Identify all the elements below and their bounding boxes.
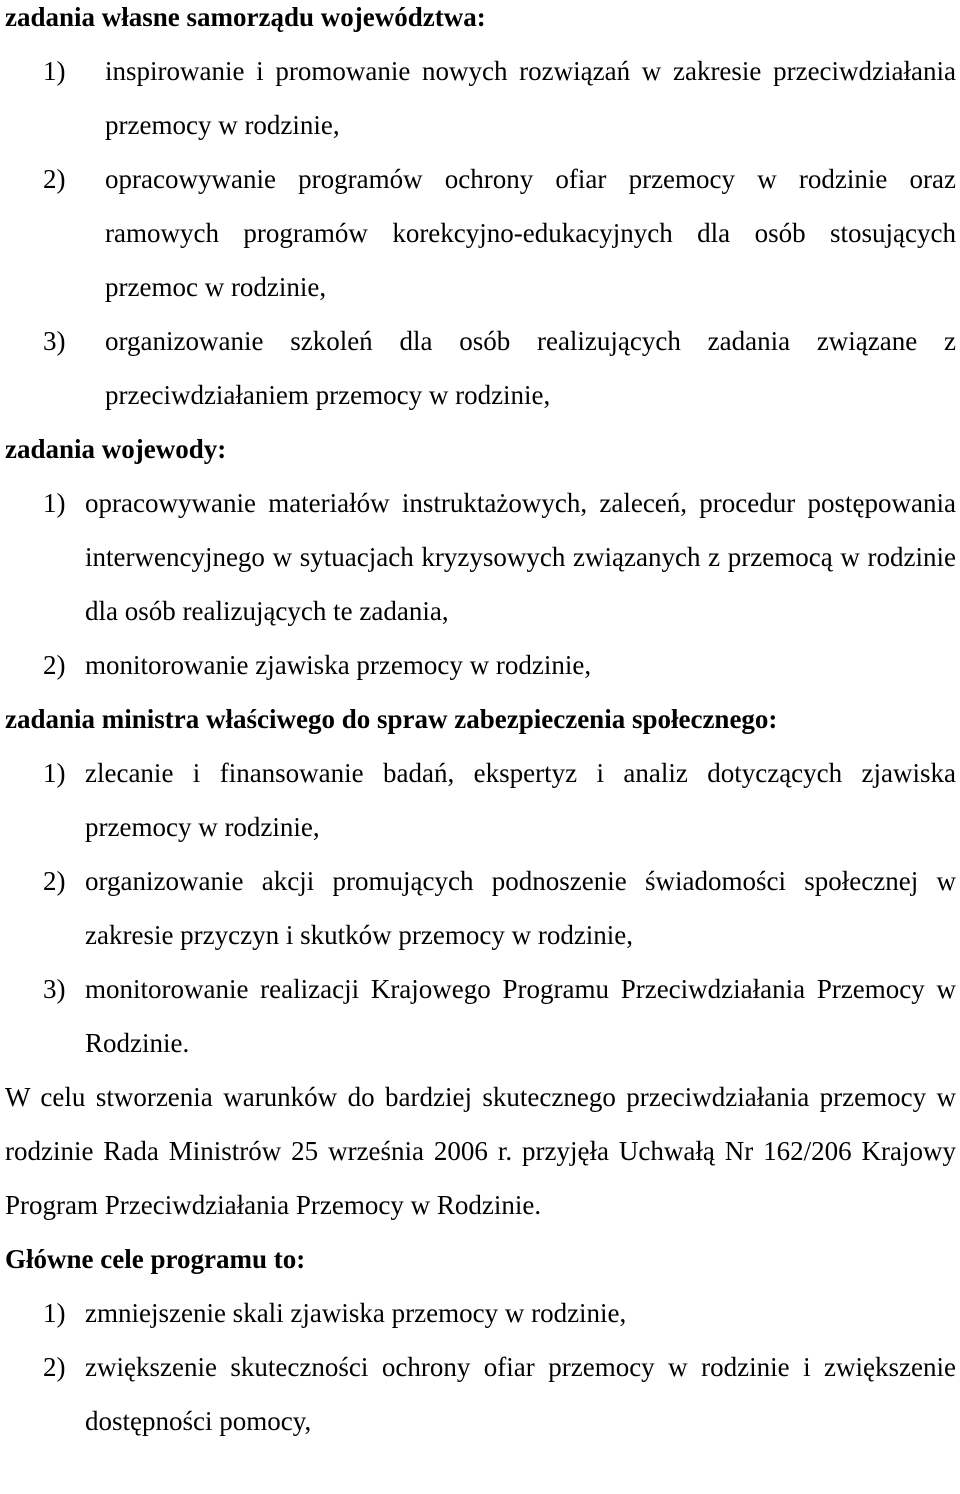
governor-task-list bbox=[5, 476, 956, 692]
item-text: organizowanie szkoleń dla osób realizujących zadania związane z przeciwdziałaniem przemocy w rodzinie, bbox=[105, 326, 956, 410]
list-item bbox=[5, 1340, 956, 1448]
item-number: 1) bbox=[43, 1298, 66, 1328]
list-item bbox=[5, 1286, 956, 1340]
section-heading-governor: zadania wojewody: bbox=[5, 434, 227, 464]
item-number: 2) bbox=[43, 650, 66, 680]
item-number: 1) bbox=[43, 758, 66, 788]
item-number: 3) bbox=[43, 974, 66, 1004]
voivodeship-task-list bbox=[5, 44, 956, 422]
goals-heading: Główne cele programu to: bbox=[5, 1244, 306, 1274]
list-item bbox=[5, 476, 956, 638]
list-item bbox=[5, 746, 956, 854]
section-heading-voivodeship: zadania własne samorządu województwa: bbox=[5, 2, 486, 32]
item-number: 1) bbox=[43, 488, 66, 518]
list-item bbox=[5, 854, 956, 962]
list-item bbox=[5, 44, 956, 152]
item-number: 2) bbox=[43, 164, 66, 194]
item-text: zwiększenie skuteczności ochrony ofiar przemocy w rodzinie i zwiększenie dostępności pomocy, bbox=[85, 1352, 956, 1436]
item-text: inspirowanie i promowanie nowych rozwiązań w zakresie przeciwdziałania przemocy w rodzinie, bbox=[105, 56, 956, 140]
item-number: 3) bbox=[43, 326, 66, 356]
list-item bbox=[5, 962, 956, 1070]
minister-task-list bbox=[5, 746, 956, 1070]
list-item bbox=[5, 152, 956, 314]
goals-list bbox=[5, 1286, 956, 1448]
item-text: zlecanie i finansowanie badań, ekspertyz i analiz dotyczących zjawiska przemocy w rodzinie, bbox=[85, 758, 956, 842]
list-item bbox=[5, 638, 956, 692]
item-text: opracowywanie materiałów instruktażowych, zaleceń, procedur postępowania interwencyjnego w sytuacjach kryzysowych związanych z przemocą w rodzinie dla osób realizujących te zadania, bbox=[85, 488, 956, 626]
item-number: 2) bbox=[43, 1352, 66, 1382]
item-number: 1) bbox=[43, 56, 66, 86]
item-text: monitorowanie zjawiska przemocy w rodzinie, bbox=[85, 650, 592, 680]
item-number: 2) bbox=[43, 866, 66, 896]
section-heading-minister: zadania ministra właściwego do spraw zabezpieczenia społecznego: bbox=[5, 704, 778, 734]
item-text: organizowanie akcji promujących podnoszenie świadomości społecznej w zakresie przyczyn i skutków przemocy w rodzinie, bbox=[85, 866, 956, 950]
item-text: opracowywanie programów ochrony ofiar przemocy w rodzinie oraz ramowych programów korekcyjno-edukacyjnych dla osób stosujących przemoc w rodzinie, bbox=[105, 164, 956, 302]
document-content bbox=[5, 0, 956, 1448]
item-text: monitorowanie realizacji Krajowego Programu Przeciwdziałania Przemocy w Rodzinie. bbox=[85, 974, 956, 1058]
program-paragraph: W celu stworzenia warunków do bardziej skutecznego przeciwdziałania przemocy w rodzinie Rada Ministrów 25 września 2006 r. przyjęła Uchwałą Nr 162/206 Krajowy Program Przeciwdziałania Przemocy w Rodzinie. bbox=[5, 1082, 956, 1220]
list-item bbox=[5, 314, 956, 422]
item-text: zmniejszenie skali zjawiska przemocy w rodzinie, bbox=[85, 1298, 627, 1328]
